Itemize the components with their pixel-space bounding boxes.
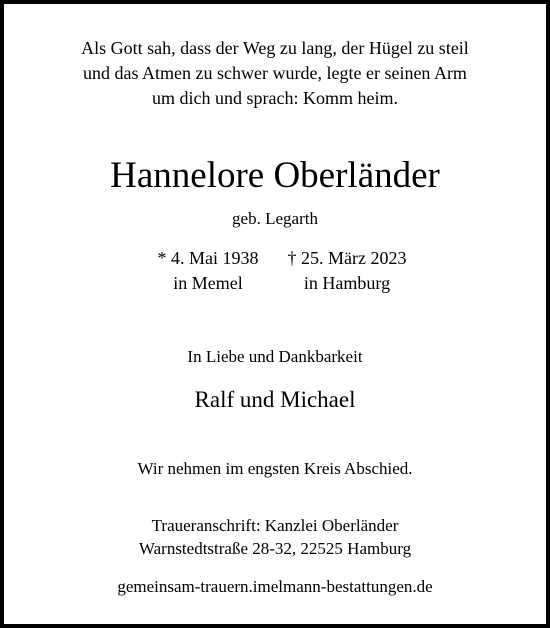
life-dates <box>4 246 546 296</box>
address-line-2: Warnstedtstraße 28-32, 22525 Hamburg <box>138 539 412 558</box>
birth-date: * 4. Mai 1938 <box>157 248 259 268</box>
memorial-verse <box>4 36 546 111</box>
deceased-name: Hannelore Oberländer <box>110 155 440 196</box>
death-info <box>272 246 422 296</box>
mourners-intro: In Liebe und Dankbarkeit <box>187 347 363 366</box>
memorial-website: gemeinsam-trauern.imelmann-bestattungen.de <box>117 577 433 596</box>
farewell-note: Wir nehmen im engsten Kreis Abschied. <box>137 459 413 478</box>
mourners-names: Ralf und Michael <box>194 387 356 412</box>
death-date: † 25. März 2023 <box>287 248 407 268</box>
verse-line-1: Als Gott sah, dass der Weg zu lang, der Hügel zu steil <box>81 38 469 58</box>
verse-line-3: um dich und sprach: Komm heim. <box>152 88 398 108</box>
mourning-address <box>4 514 546 560</box>
death-place: in Hamburg <box>303 273 391 293</box>
maiden-name: geb. Legarth <box>232 209 318 228</box>
verse-line-2: und das Atmen zu schwer wurde, legte er seinen Arm <box>83 63 467 83</box>
birth-place: in Memel <box>173 273 243 293</box>
birth-info <box>133 246 283 296</box>
address-line-1: Traueranschrift: Kanzlei Oberländer <box>151 516 399 535</box>
